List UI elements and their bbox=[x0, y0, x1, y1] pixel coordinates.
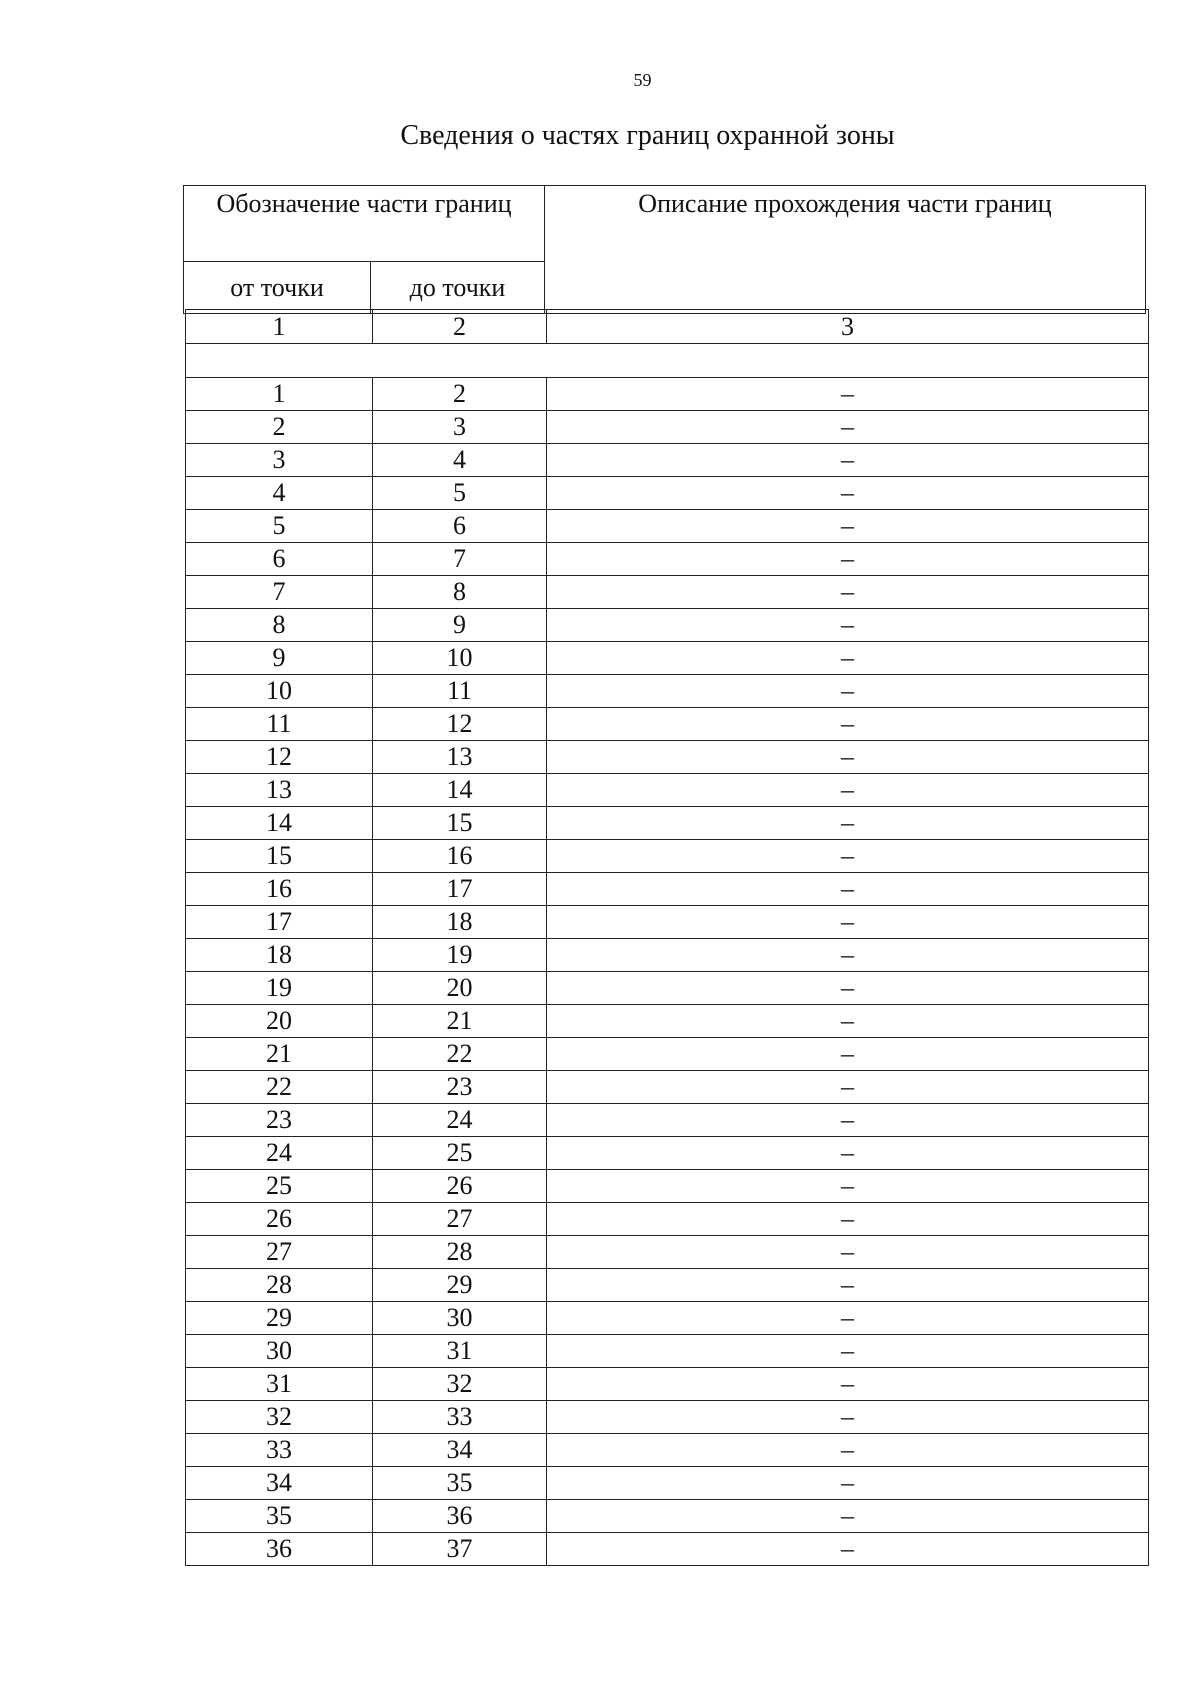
from-point-cell: 31 bbox=[186, 1368, 373, 1401]
to-point-cell: 7 bbox=[373, 543, 547, 576]
from-point-cell: 7 bbox=[186, 576, 373, 609]
table-row bbox=[186, 906, 1149, 939]
description-cell: – bbox=[547, 1302, 1149, 1335]
from-point-cell: 32 bbox=[186, 1401, 373, 1434]
table-row bbox=[186, 1434, 1149, 1467]
to-point-cell: 20 bbox=[373, 972, 547, 1005]
table-row bbox=[186, 1203, 1149, 1236]
to-point-cell: 31 bbox=[373, 1335, 547, 1368]
table-row bbox=[186, 1335, 1149, 1368]
column-number: 2 bbox=[373, 310, 547, 344]
from-point-cell: 25 bbox=[186, 1170, 373, 1203]
to-point-cell: 13 bbox=[373, 741, 547, 774]
table-row bbox=[186, 642, 1149, 675]
to-point-cell: 24 bbox=[373, 1104, 547, 1137]
to-point-cell: 6 bbox=[373, 510, 547, 543]
description-cell: – bbox=[547, 642, 1149, 675]
description-cell: – bbox=[547, 1467, 1149, 1500]
from-point-cell: 30 bbox=[186, 1335, 373, 1368]
table-row bbox=[186, 543, 1149, 576]
table-row bbox=[186, 774, 1149, 807]
description-cell: – bbox=[547, 1368, 1149, 1401]
from-point-cell: 5 bbox=[186, 510, 373, 543]
description-cell: – bbox=[547, 1005, 1149, 1038]
description-cell: – bbox=[547, 1038, 1149, 1071]
description-cell: – bbox=[547, 972, 1149, 1005]
table-row bbox=[186, 840, 1149, 873]
header-boundary-part-designation: Обозначение части границ bbox=[184, 186, 545, 262]
table-row bbox=[186, 972, 1149, 1005]
description-cell: – bbox=[547, 411, 1149, 444]
to-point-cell: 36 bbox=[373, 1500, 547, 1533]
description-cell: – bbox=[547, 378, 1149, 411]
to-point-cell: 12 bbox=[373, 708, 547, 741]
to-point-cell: 23 bbox=[373, 1071, 547, 1104]
table-row bbox=[186, 477, 1149, 510]
to-point-cell: 29 bbox=[373, 1269, 547, 1302]
table-row bbox=[186, 576, 1149, 609]
description-cell: – bbox=[547, 1170, 1149, 1203]
to-point-cell: 15 bbox=[373, 807, 547, 840]
to-point-cell: 3 bbox=[373, 411, 547, 444]
description-cell: – bbox=[547, 1533, 1149, 1566]
table-row bbox=[186, 1170, 1149, 1203]
page-title: Сведения о частях границ охранной зоны bbox=[400, 120, 895, 151]
from-point-cell: 34 bbox=[186, 1467, 373, 1500]
to-point-cell: 9 bbox=[373, 609, 547, 642]
to-point-cell: 14 bbox=[373, 774, 547, 807]
table-row bbox=[186, 1302, 1149, 1335]
table-row bbox=[186, 1500, 1149, 1533]
from-point-cell: 27 bbox=[186, 1236, 373, 1269]
from-point-cell: 29 bbox=[186, 1302, 373, 1335]
table-row bbox=[186, 444, 1149, 477]
from-point-cell: 16 bbox=[186, 873, 373, 906]
table-row bbox=[186, 939, 1149, 972]
to-point-cell: 17 bbox=[373, 873, 547, 906]
table-row bbox=[186, 411, 1149, 444]
description-cell: – bbox=[547, 873, 1149, 906]
header-from-point: от точки bbox=[184, 262, 371, 314]
from-point-cell: 36 bbox=[186, 1533, 373, 1566]
description-cell: – bbox=[547, 1434, 1149, 1467]
table-row bbox=[186, 741, 1149, 774]
table-row bbox=[186, 807, 1149, 840]
table-header bbox=[183, 185, 1146, 314]
to-point-cell: 22 bbox=[373, 1038, 547, 1071]
to-point-cell: 10 bbox=[373, 642, 547, 675]
from-point-cell: 21 bbox=[186, 1038, 373, 1071]
to-point-cell: 30 bbox=[373, 1302, 547, 1335]
from-point-cell: 23 bbox=[186, 1104, 373, 1137]
from-point-cell: 11 bbox=[186, 708, 373, 741]
boundary-parts-table bbox=[185, 309, 1149, 1566]
to-point-cell: 19 bbox=[373, 939, 547, 972]
to-point-cell: 18 bbox=[373, 906, 547, 939]
from-point-cell: 26 bbox=[186, 1203, 373, 1236]
from-point-cell: 3 bbox=[186, 444, 373, 477]
table-row bbox=[186, 1005, 1149, 1038]
table-row bbox=[186, 873, 1149, 906]
table-row bbox=[186, 1368, 1149, 1401]
description-cell: – bbox=[547, 1071, 1149, 1104]
description-cell: – bbox=[547, 1236, 1149, 1269]
from-point-cell: 1 bbox=[186, 378, 373, 411]
to-point-cell: 25 bbox=[373, 1137, 547, 1170]
from-point-cell: 4 bbox=[186, 477, 373, 510]
table-row bbox=[186, 675, 1149, 708]
from-point-cell: 20 bbox=[186, 1005, 373, 1038]
table-body bbox=[186, 310, 1149, 1566]
description-cell: – bbox=[547, 807, 1149, 840]
from-point-cell: 22 bbox=[186, 1071, 373, 1104]
from-point-cell: 28 bbox=[186, 1269, 373, 1302]
to-point-cell: 32 bbox=[373, 1368, 547, 1401]
page-number: 59 bbox=[633, 70, 652, 90]
to-point-cell: 35 bbox=[373, 1467, 547, 1500]
description-cell: – bbox=[547, 708, 1149, 741]
table-row bbox=[186, 510, 1149, 543]
from-point-cell: 9 bbox=[186, 642, 373, 675]
from-point-cell: 2 bbox=[186, 411, 373, 444]
header-boundary-part-description: Описание прохождения части границ bbox=[545, 186, 1146, 314]
description-cell: – bbox=[547, 774, 1149, 807]
to-point-cell: 11 bbox=[373, 675, 547, 708]
table-row bbox=[186, 1467, 1149, 1500]
description-cell: – bbox=[547, 1500, 1149, 1533]
table-row bbox=[186, 1038, 1149, 1071]
description-cell: – bbox=[547, 939, 1149, 972]
description-cell: – bbox=[547, 840, 1149, 873]
table-row bbox=[186, 708, 1149, 741]
description-cell: – bbox=[547, 1269, 1149, 1302]
to-point-cell: 37 bbox=[373, 1533, 547, 1566]
description-cell: – bbox=[547, 1401, 1149, 1434]
description-cell: – bbox=[547, 1335, 1149, 1368]
from-point-cell: 12 bbox=[186, 741, 373, 774]
column-number-row bbox=[186, 310, 1149, 344]
to-point-cell: 5 bbox=[373, 477, 547, 510]
description-cell: – bbox=[547, 741, 1149, 774]
to-point-cell: 21 bbox=[373, 1005, 547, 1038]
to-point-cell: 16 bbox=[373, 840, 547, 873]
from-point-cell: 24 bbox=[186, 1137, 373, 1170]
table-row bbox=[186, 378, 1149, 411]
to-point-cell: 8 bbox=[373, 576, 547, 609]
description-cell: – bbox=[547, 477, 1149, 510]
header-to-point: до точки bbox=[371, 262, 545, 314]
blank-cell bbox=[186, 344, 1149, 378]
to-point-cell: 27 bbox=[373, 1203, 547, 1236]
from-point-cell: 8 bbox=[186, 609, 373, 642]
to-point-cell: 4 bbox=[373, 444, 547, 477]
from-point-cell: 13 bbox=[186, 774, 373, 807]
from-point-cell: 15 bbox=[186, 840, 373, 873]
from-point-cell: 33 bbox=[186, 1434, 373, 1467]
table-row bbox=[186, 609, 1149, 642]
table-row bbox=[186, 1269, 1149, 1302]
table-row bbox=[186, 1137, 1149, 1170]
description-cell: – bbox=[547, 906, 1149, 939]
to-point-cell: 2 bbox=[373, 378, 547, 411]
table-row bbox=[186, 1104, 1149, 1137]
to-point-cell: 34 bbox=[373, 1434, 547, 1467]
description-cell: – bbox=[547, 444, 1149, 477]
table-row bbox=[186, 1236, 1149, 1269]
description-cell: – bbox=[547, 1137, 1149, 1170]
from-point-cell: 6 bbox=[186, 543, 373, 576]
to-point-cell: 28 bbox=[373, 1236, 547, 1269]
description-cell: – bbox=[547, 1203, 1149, 1236]
description-cell: – bbox=[547, 510, 1149, 543]
description-cell: – bbox=[547, 576, 1149, 609]
from-point-cell: 10 bbox=[186, 675, 373, 708]
from-point-cell: 18 bbox=[186, 939, 373, 972]
table-row bbox=[186, 1533, 1149, 1566]
description-cell: – bbox=[547, 1104, 1149, 1137]
table-row bbox=[186, 1071, 1149, 1104]
description-cell: – bbox=[547, 543, 1149, 576]
from-point-cell: 17 bbox=[186, 906, 373, 939]
description-cell: – bbox=[547, 609, 1149, 642]
to-point-cell: 26 bbox=[373, 1170, 547, 1203]
column-number: 3 bbox=[547, 310, 1149, 344]
description-cell: – bbox=[547, 675, 1149, 708]
from-point-cell: 35 bbox=[186, 1500, 373, 1533]
from-point-cell: 14 bbox=[186, 807, 373, 840]
from-point-cell: 19 bbox=[186, 972, 373, 1005]
to-point-cell: 33 bbox=[373, 1401, 547, 1434]
column-number: 1 bbox=[186, 310, 373, 344]
blank-separator-row bbox=[186, 344, 1149, 378]
table-row bbox=[186, 1401, 1149, 1434]
